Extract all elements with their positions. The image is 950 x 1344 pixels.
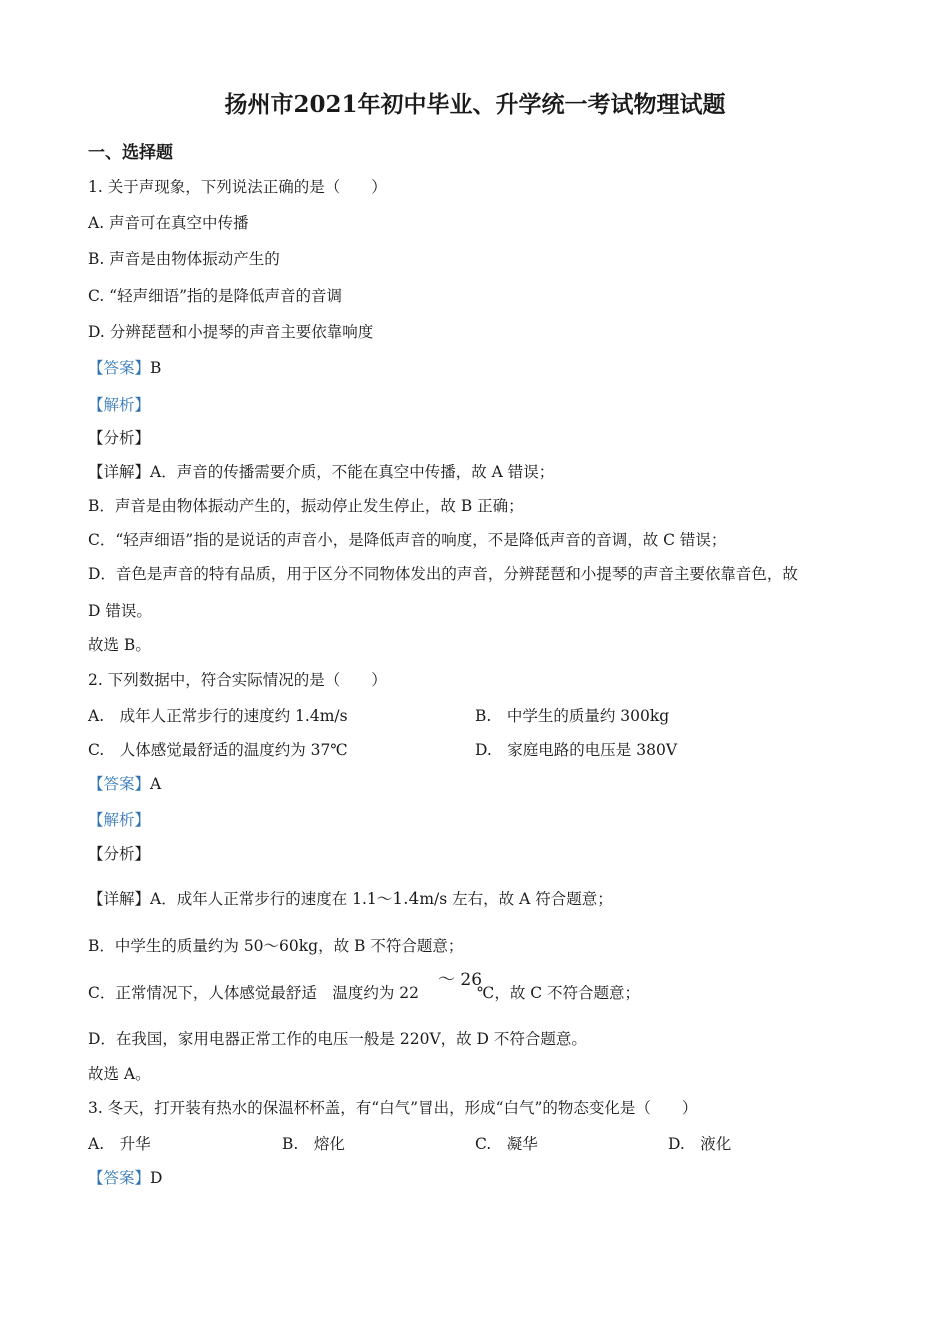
question-1-detail-c: C．“轻声细语”指的是说话的声音小，是降低声音的响度，不是降低声音的音调，故 C 错误；: [88, 531, 727, 549]
answer-value: D: [150, 1169, 163, 1187]
question-2-option-a: A. 成年人正常步行的速度约 1.4m/s: [88, 707, 348, 725]
question-1-option-c: C. “轻声细语”指的是降低声音的音调: [88, 287, 343, 305]
question-1-detail-b: B．声音是由物体振动产生的，振动停止发生停止，故 B 正确；: [88, 497, 524, 515]
question-2-stem: 2. 下列数据中，符合实际情况的是（ ）: [88, 671, 387, 689]
question-1-jiexi-label: 【解析】: [88, 396, 151, 414]
question-2-conclusion: 故选 A。: [88, 1065, 151, 1083]
answer-label: 【答案】: [88, 775, 151, 793]
question-2-option-b: B. 中学生的质量约 300kg: [475, 707, 670, 725]
detail-label: 【详解】: [88, 890, 151, 908]
question-1-stem: 1. 关于声现象，下列说法正确的是（ ）: [88, 178, 387, 196]
section-heading: 一、选择题: [88, 143, 173, 163]
detail-text: A．成年人正常步行的速度在 1.1～: [150, 890, 393, 908]
question-1-answer: [88, 358, 161, 378]
question-2-detail-d: D．在我国，家用电器正常工作的电压一般是 220V，故 D 不符合题意。: [88, 1030, 587, 1048]
answer-label: 【答案】: [88, 359, 151, 377]
question-1-option-b: B. 声音是由物体振动产生的: [88, 250, 280, 268]
question-1-option-a: A. 声音可在真空中传播: [88, 214, 249, 232]
detail-text-end: m/s 左右，故 A 符合题意；: [419, 890, 613, 908]
question-1-detail-d-cont: D 错误。: [88, 602, 152, 620]
question-3-stem: 3. 冬天，打开装有热水的保温杯杯盖，有“白气”冒出，形成“白气”的物态变化是（ ）: [88, 1099, 698, 1117]
question-2-detail-c-range: ～ 26: [438, 970, 483, 990]
question-3-answer: [88, 1168, 162, 1188]
question-3-option-d: D. 液化: [668, 1135, 732, 1153]
question-3-option-a: A. 升华: [88, 1135, 151, 1153]
question-1-option-d: D. 分辨琵琶和小提琴的声音主要依靠响度: [88, 323, 374, 341]
answer-value: A: [150, 775, 162, 793]
question-2-detail-b: B．中学生的质量约为 50～60kg，故 B 不符合题意；: [88, 937, 464, 955]
question-3-option-b: B. 熔化: [282, 1135, 345, 1153]
detail-label: 【详解】: [88, 463, 151, 481]
question-2-jiexi-label: 【解析】: [88, 811, 151, 829]
answer-label: 【答案】: [88, 1169, 151, 1187]
question-2-fenxi-label: 【分析】: [88, 845, 151, 863]
question-1-detail-d: D．音色是声音的特有品质，用于区分不同物体发出的声音，分辨琵琶和小提琴的声音主要依靠音色，故: [88, 565, 798, 583]
question-2-option-c: C. 人体感觉最舒适的温度约为 37℃: [88, 741, 348, 759]
detail-value: 1.4: [392, 889, 420, 909]
answer-value: B: [150, 359, 162, 377]
question-2-detail-c-end: ℃，故 C 不符合题意；: [477, 984, 641, 1002]
question-1-fenxi-label: 【分析】: [88, 429, 151, 447]
detail-text: A．声音的传播需要介质，不能在真空中传播，故 A 错误；: [150, 463, 555, 481]
question-1-conclusion: 故选 B。: [88, 636, 151, 654]
question-2-detail-a: [88, 889, 613, 909]
question-1-detail-a: [88, 462, 554, 482]
question-2-detail-c: C．正常情况下，人体感觉最舒适 温度约为 22: [88, 984, 420, 1002]
question-3-option-c: C. 凝华: [475, 1135, 538, 1153]
question-2-option-d: D. 家庭电路的电压是 380V: [475, 741, 678, 759]
page-title: 扬州市2021年初中毕业、升学统一考试物理试题: [224, 91, 726, 118]
question-2-answer: [88, 774, 161, 794]
